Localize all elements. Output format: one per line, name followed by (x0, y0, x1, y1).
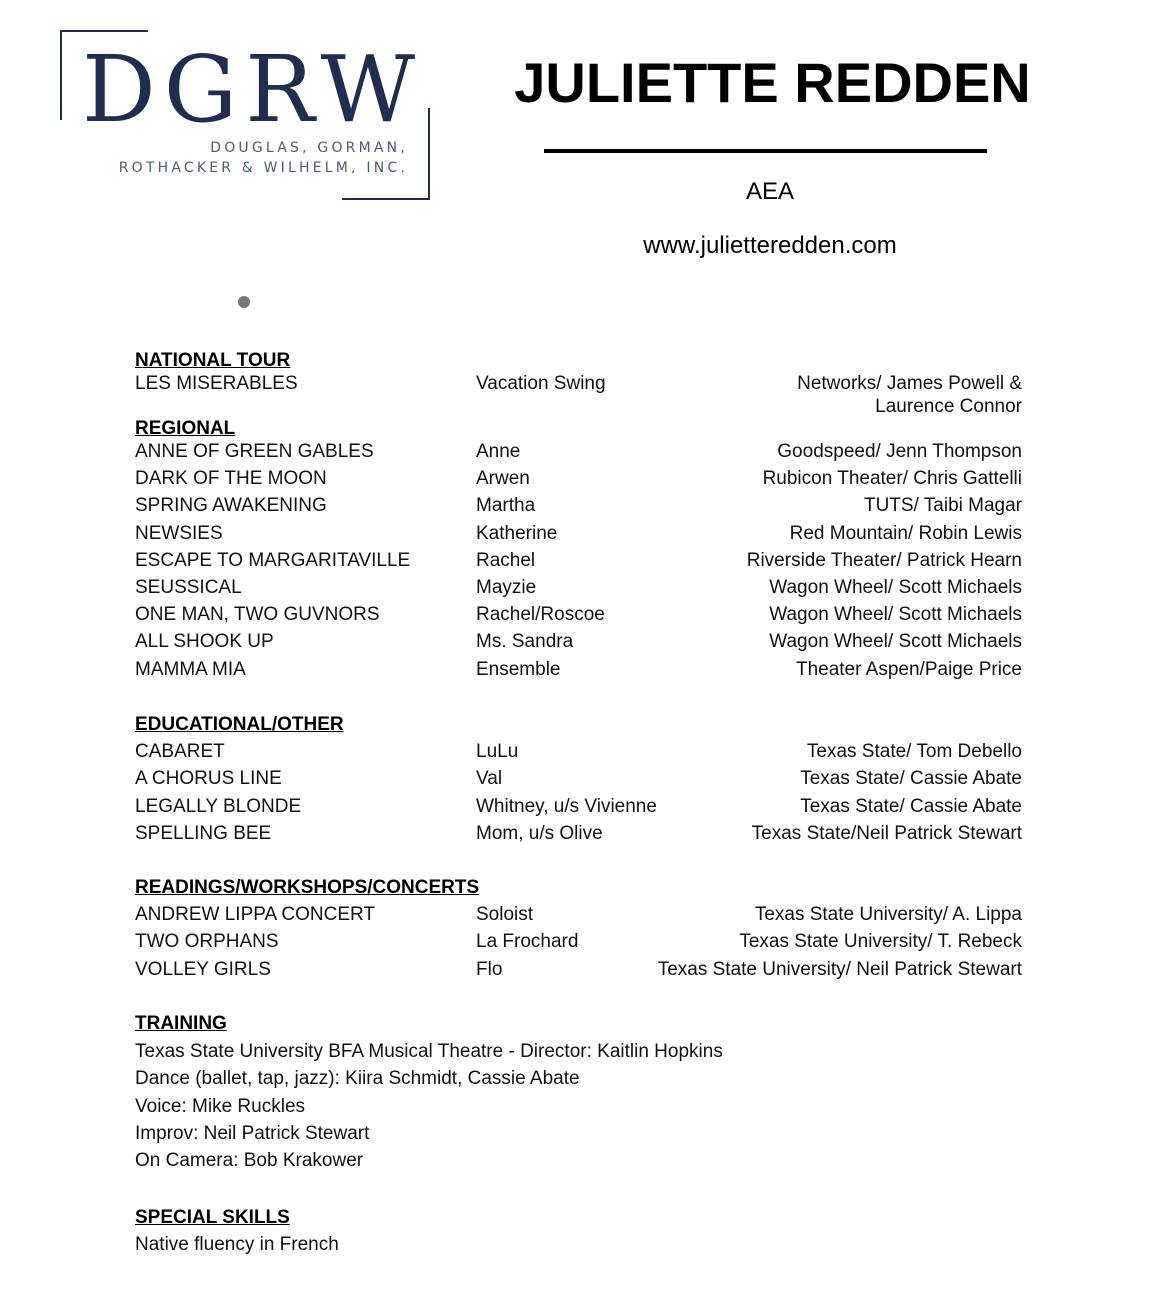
logo-letters: DGRW (82, 36, 424, 143)
role: Mayzie (476, 577, 537, 598)
role: Flo (476, 958, 503, 980)
credit-row (0, 796, 1158, 820)
training-line: Improv: Neil Patrick Stewart (135, 1122, 370, 1144)
actor-name: JULIETTE REDDEN (514, 51, 1031, 114)
role: Vacation Swing (476, 373, 606, 394)
credit-row (0, 523, 1158, 547)
show-title: SEUSSICAL (135, 577, 242, 598)
venue-director: Texas State University/ Neil Patrick Stewart (657, 958, 1022, 980)
section-title-special-skills: SPECIAL SKILLS (135, 1207, 290, 1228)
agency-logo (60, 30, 430, 200)
section-title-national-tour: NATIONAL TOUR (135, 350, 291, 371)
venue-director: Rubicon Theater/ Chris Gattelli (762, 468, 1022, 490)
venue-director: Goodspeed/ Jenn Thompson (777, 441, 1022, 462)
training-line: Dance (ballet, tap, jazz): Kiira Schmidt, Cassie Abate (135, 1068, 580, 1090)
show-title: ESCAPE TO MARGARITAVILLE (135, 549, 411, 571)
show-title: ANDREW LIPPA CONCERT (135, 904, 376, 925)
training-line: Voice: Mike Ruckles (135, 1095, 306, 1117)
role: La Frochard (476, 931, 579, 953)
venue-director: Texas State/Neil Patrick Stewart (751, 822, 1022, 844)
venue-director: Texas State/ Tom Debello (806, 741, 1022, 762)
show-title: ANNE OF GREEN GABLES (135, 441, 374, 462)
credit-row (0, 373, 1158, 397)
role: Whitney, u/s Vivienne (476, 795, 657, 817)
show-title: ONE MAN, TWO GUVNORS (135, 604, 380, 626)
show-title: MAMMA MIA (135, 658, 246, 680)
venue-director: Wagon Wheel/ Scott Michaels (769, 577, 1022, 598)
credit-row (0, 959, 1158, 983)
venue-director: Red Mountain/ Robin Lewis (789, 522, 1022, 544)
credit-row (0, 659, 1158, 683)
credit-row (0, 904, 1158, 928)
credit-row (0, 468, 1158, 492)
section-title-regional: REGIONAL (135, 418, 236, 439)
website-link[interactable]: www.julietteredden.com (643, 232, 897, 259)
venue-director: Riverside Theater/ Patrick Hearn (746, 549, 1022, 571)
show-title: ALL SHOOK UP (135, 631, 274, 653)
show-title: CABARET (135, 741, 225, 762)
section-title-educational: EDUCATIONAL/OTHER (135, 714, 344, 735)
section-title-training: TRAINING (135, 1013, 227, 1034)
venue-director: Texas State/ Cassie Abate (800, 768, 1022, 790)
credit-row (0, 550, 1158, 574)
section-title-readings: READINGS/WORKSHOPS/CONCERTS (135, 877, 480, 898)
venue-director: Networks/ James Powell & (797, 373, 1022, 394)
show-title: A CHORUS LINE (135, 768, 282, 790)
credit-row (0, 604, 1158, 628)
role: LuLu (476, 741, 519, 762)
role: Rachel (476, 549, 536, 571)
skills-line: Native fluency in French (135, 1234, 339, 1255)
role: Arwen (476, 468, 530, 490)
credit-row (0, 441, 1158, 465)
credit-row (0, 495, 1158, 519)
role: Mom, u/s Olive (476, 822, 603, 844)
show-title: TWO ORPHANS (135, 931, 279, 953)
credit-row-continued (0, 396, 1158, 420)
venue-director: Texas State University/ T. Rebeck (739, 931, 1022, 953)
credit-row (0, 768, 1158, 792)
show-title: VOLLEY GIRLS (135, 958, 271, 980)
union-affiliation: AEA (745, 178, 795, 205)
credit-row (0, 741, 1158, 765)
role: Ensemble (476, 658, 561, 680)
bullet-dot (238, 296, 250, 308)
venue-director: TUTS/ Taibi Magar (863, 495, 1022, 517)
venue-director: Texas State/ Cassie Abate (800, 795, 1022, 817)
logo-agency-name-line1: DOUGLAS, GORMAN, (210, 140, 408, 156)
venue-director: Texas State University/ A. Lippa (754, 904, 1022, 925)
role: Ms. Sandra (476, 631, 574, 653)
venue-director: Theater Aspen/Paige Price (795, 658, 1022, 680)
training-line: On Camera: Bob Krakower (135, 1150, 364, 1172)
venue-director: Wagon Wheel/ Scott Michaels (769, 631, 1022, 653)
credit-row (0, 823, 1158, 847)
show-title: SPELLING BEE (135, 822, 272, 844)
header-divider (544, 149, 987, 153)
credit-row (0, 931, 1158, 955)
role: Anne (476, 441, 521, 462)
credit-row (0, 577, 1158, 601)
venue-director-continued: Laurence Connor (875, 396, 1022, 417)
role: Rachel/Roscoe (476, 604, 605, 626)
training-line: Texas State University BFA Musical Theatre - Director: Kaitlin Hopkins (135, 1041, 723, 1062)
show-title: SPRING AWAKENING (135, 495, 327, 517)
show-title: NEWSIES (135, 522, 223, 544)
role: Soloist (476, 904, 534, 925)
show-title: DARK OF THE MOON (135, 468, 327, 490)
role: Katherine (476, 522, 558, 544)
logo-agency-name-line2: ROTHACKER & WILHELM, INC. (118, 160, 408, 176)
show-title: LES MISERABLES (135, 373, 298, 394)
credit-row (0, 631, 1158, 655)
venue-director: Wagon Wheel/ Scott Michaels (769, 604, 1022, 626)
role: Martha (476, 495, 536, 517)
show-title: LEGALLY BLONDE (135, 795, 302, 817)
role: Val (476, 768, 503, 790)
